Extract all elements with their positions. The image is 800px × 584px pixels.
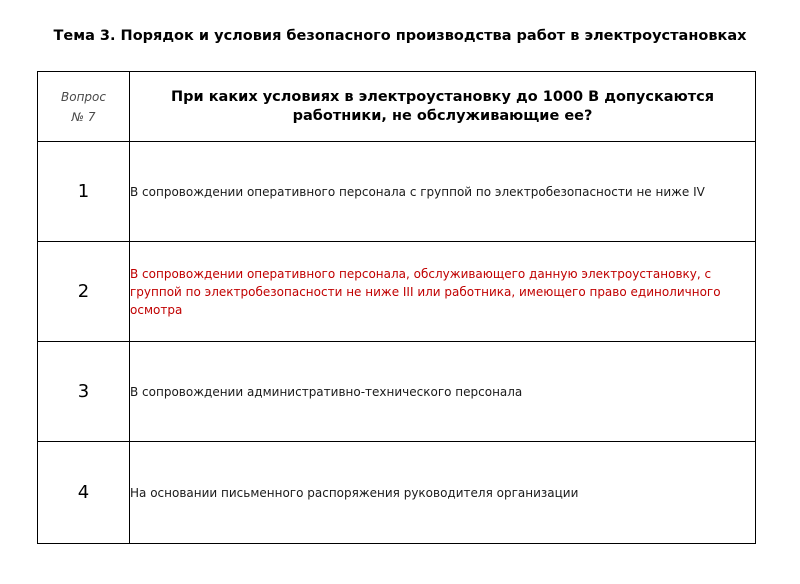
answer-text[interactable]: На основании письменного распоряжения руководителя организации — [130, 442, 756, 544]
page-title: Тема 3. Порядок и условия безопасного производства работ в электроустановках — [53, 28, 747, 44]
answer-number: 4 — [38, 442, 130, 544]
answer-number: 2 — [38, 242, 130, 342]
answer-number: 3 — [38, 342, 130, 442]
question-row — [38, 72, 756, 142]
answer-row[interactable] — [38, 242, 756, 342]
question-text: При каких условиях в электроустановку до 1000 В допускаются работники, не обслуживающие ее? — [130, 72, 756, 142]
question-table — [37, 71, 756, 544]
answer-row[interactable] — [38, 142, 756, 242]
answer-text[interactable]: В сопровождении оперативного персонала с группой по электробезопасности не ниже IV — [130, 142, 756, 242]
answer-text[interactable]: В сопровождении административно-технического персонала — [130, 342, 756, 442]
question-number: № 7 — [71, 109, 96, 124]
question-number-cell — [38, 72, 130, 142]
answer-number: 1 — [38, 142, 130, 242]
answer-row[interactable] — [38, 442, 756, 544]
question-label: Вопрос — [61, 89, 106, 104]
answer-text-correct[interactable]: В сопровождении оперативного персонала, обслуживающего данную электроустановку, с группой по электробезопасности не ниже III или работника, имеющего право единоличного осмотра — [130, 242, 756, 342]
answer-row[interactable] — [38, 342, 756, 442]
